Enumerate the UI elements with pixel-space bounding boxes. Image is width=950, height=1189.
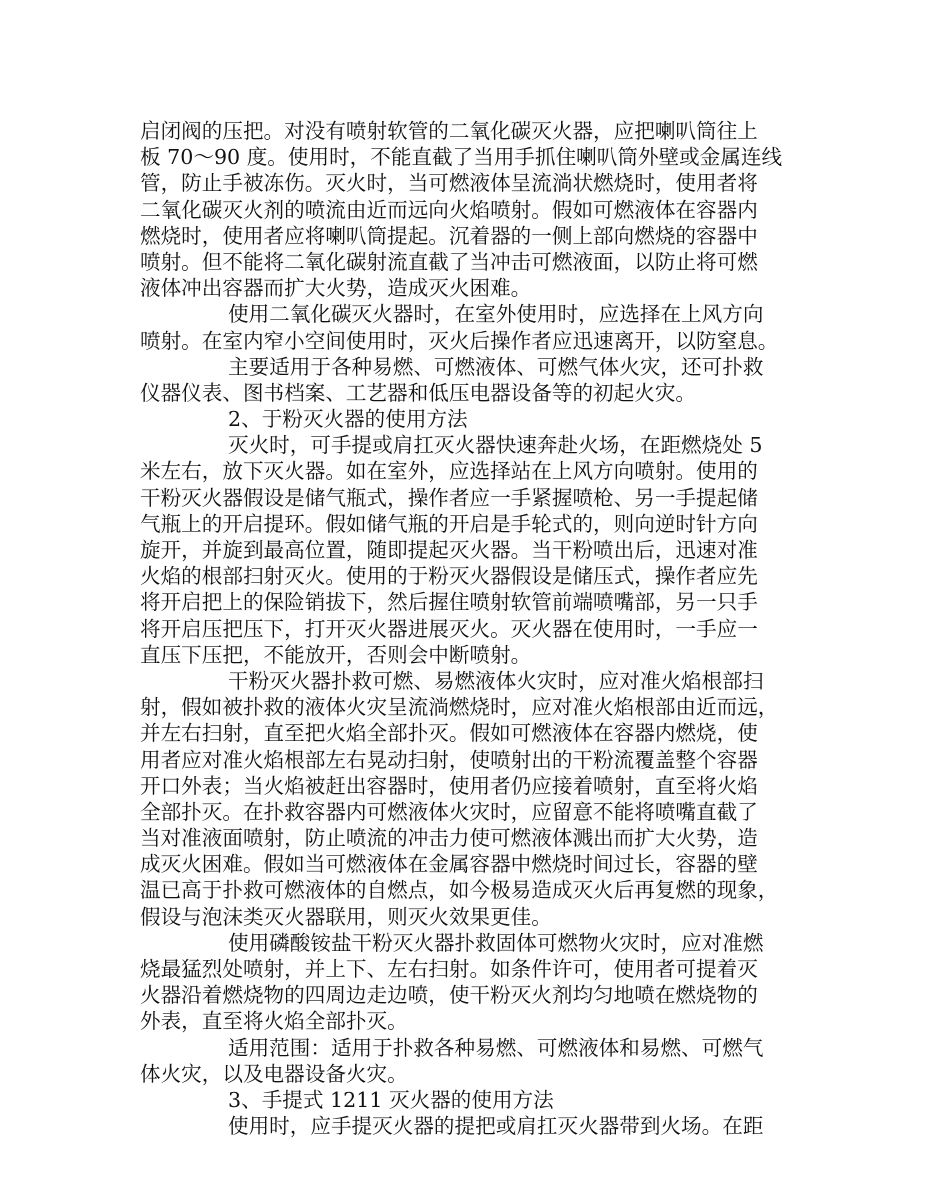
- text-line: 板 70～90 度。使用时，不能直截了当用手抓住喇叭筒外壁或金属连线: [140, 145, 783, 170]
- paragraph: [140, 930, 830, 1035]
- text-line: 并左右扫射，直至把火焰全部扑灭。假如可燃液体在容器内燃烧，使: [140, 721, 758, 746]
- text-line: 火焰的根部扫射灭火。使用的于粉灭火器假设是储压式，操作者应先: [140, 564, 758, 589]
- text-line: 使用磷酸铵盐干粉灭火器扑救固体可燃物火灾时，应对准燃: [228, 930, 764, 955]
- text-line: 干粉灭火器假设是储气瓶式，操作者应一手紧握喷枪、另一手提起储: [140, 485, 758, 510]
- text-line: 温已高于扑救可燃液体的自燃点，如今极易造成灭火后再复燃的现象，: [140, 878, 779, 903]
- text-line: 外表，直至将火焰全部扑灭。: [140, 1009, 408, 1034]
- text-line: 仪器仪表、图书档案、工艺器和低压电器设备等的初起火灾。: [140, 380, 697, 405]
- text-line: 烧最猛烈处喷射，并上下、左右扫射。如条件许可，使用者可提着灭: [140, 957, 758, 981]
- text-line: 成灭火困难。假如当可燃液体在金属容器中燃烧时间过长，容器的壁: [140, 852, 758, 877]
- text-line: 使用时，应手提灭火器的提把或肩扛灭火器带到火场。在距: [228, 1114, 764, 1139]
- paragraph: [140, 668, 830, 930]
- text-line: 适用范围：适用于扑救各种易燃、可燃液体和易燃、可燃气: [228, 1035, 764, 1060]
- text-line: 液体冲出容器而扩大火势，造成灭火困难。: [140, 276, 532, 301]
- text-line: 直压下压把，不能放开，否则会中断喷射。: [140, 642, 532, 667]
- paragraph: [140, 354, 830, 406]
- text-line: 喷射。但不能将二氧化碳射流直截了当冲击可燃液面，以防止将可燃: [140, 249, 758, 274]
- text-line: 启闭阀的压把。对没有喷射软管的二氧化碳灭火器，应把喇叭筒往上: [140, 119, 758, 143]
- text-line: 灭火时，可手提或肩扛灭火器快速奔赴火场，在距燃烧处 5: [228, 433, 763, 458]
- text-line: 当对准液面喷射，防止喷流的冲击力使可燃液体溅出而扩大火势，造: [140, 826, 758, 851]
- paragraph: [140, 406, 830, 432]
- text-line: 二氧化碳灭火剂的喷流由近而远向火焰喷射。假如可燃液体在容器内: [140, 197, 758, 222]
- text-line: 全部扑灭。在扑救容器内可燃液体火灾时，应留意不能将喷嘴直截了: [140, 799, 758, 824]
- text-line: 用者应对准火焰根部左右晃动扫射，使喷射出的干粉流覆盖整个容器: [140, 747, 758, 772]
- document-body: [140, 118, 830, 1139]
- text-line: 喷射。在室内窄小空间使用时，灭火后操作者应迅速离开，以防窒息。: [140, 328, 779, 353]
- text-line: 管，防止手被冻伤。灭火时，当可燃液体呈流淌状燃烧时，使用者将: [140, 171, 758, 196]
- text-line: 开口外表；当火焰被赶出容器时，使用者仍应接着喷射，直至将火焰: [140, 773, 758, 798]
- text-line: 假设与泡沫类灭火器联用，则灭火效果更佳。: [140, 904, 552, 929]
- text-line: 燃烧时，使用者应将喇叭筒提起。沉着器的一侧上部向燃烧的容器中: [140, 223, 758, 248]
- paragraph: [140, 1113, 830, 1139]
- text-line: 3、手提式 1211 灭火器的使用方法: [228, 1087, 554, 1112]
- paragraph: [140, 1035, 830, 1087]
- text-line: 火器沿着燃烧物的四周边走边喷，使干粉灭火剂均匀地喷在燃烧物的: [140, 983, 758, 1008]
- paragraph: [140, 301, 830, 353]
- text-line: 干粉灭火器扑救可燃、易燃液体火灾时，应对准火焰根部扫: [228, 668, 764, 693]
- text-line: 射，假如被扑救的液体火灾呈流淌燃烧时，应对准火焰根部由近而远，: [140, 695, 779, 720]
- text-line: 米左右，放下灭火器。如在室外，应选择站在上风方向喷射。使用的: [140, 459, 758, 484]
- text-line: 旋开，并旋到最高位置，随即提起灭火器。当干粉喷出后，迅速对准: [140, 538, 758, 562]
- paragraph: [140, 432, 830, 668]
- paragraph: [140, 1087, 830, 1113]
- text-line: 气瓶上的开启提环。假如储气瓶的开启是手轮式的，则向逆时针方向: [140, 511, 758, 536]
- text-line: 使用二氧化碳灭火器时，在室外使用时，应选择在上风方向: [228, 302, 764, 327]
- text-line: 2、于粉灭火器的使用方法: [228, 407, 468, 432]
- text-line: 将开启压把压下，打开灭火器进展灭火。灭火器在使用时，一手应一: [140, 616, 758, 641]
- text-line: 体火灾，以及电器设备火灾。: [140, 1061, 408, 1086]
- paragraph: [140, 118, 830, 301]
- text-line: 将开启把上的保险销拔下，然后握住喷射软管前端喷嘴部，另一只手: [140, 590, 758, 615]
- text-line: 主要适用于各种易燃、可燃液体、可燃气体火灾，还可扑救: [228, 354, 764, 379]
